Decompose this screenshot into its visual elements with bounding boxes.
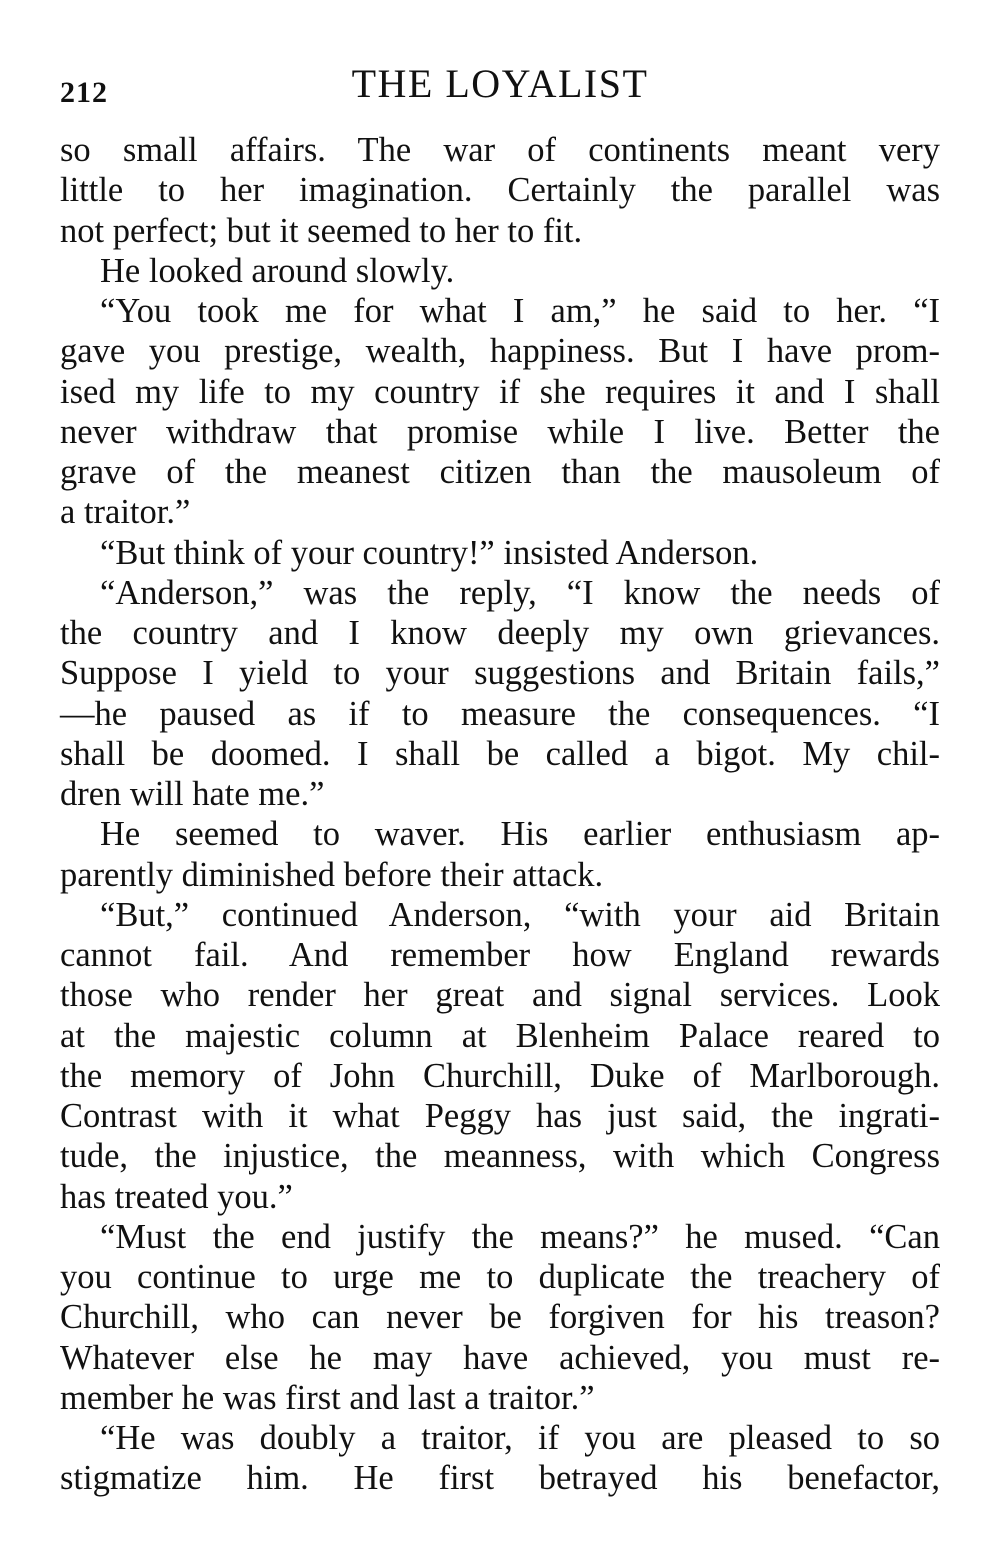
text-line: gave you prestige, wealth, happiness. But I have prom- xyxy=(60,332,940,371)
text-line: Whatever else he may have achieved, you must re- xyxy=(60,1338,940,1377)
text-line: He looked around slowly. xyxy=(100,251,455,290)
text-line: shall be doomed. I shall be called a bigot. My chil- xyxy=(60,734,940,773)
text-line: “Must the end justify the means?” he mused. “Can xyxy=(100,1217,940,1256)
text-line: “Anderson,” was the reply, “I know the needs of xyxy=(100,573,940,612)
running-title: THE LOYALIST xyxy=(351,61,649,106)
text-line: a traitor.” xyxy=(60,493,191,532)
text-line: cannot fail. And remember how England rewards xyxy=(60,936,940,974)
text-line: member he was first and last a traitor.” xyxy=(60,1378,595,1417)
body-text xyxy=(60,130,940,1499)
text-line: “But,” continued Anderson, “with your aid Britain xyxy=(100,895,940,934)
text-line: “You took me for what I am,” he said to her. “I xyxy=(100,292,940,330)
text-line: the country and I know deeply my own grievances. xyxy=(60,614,940,652)
text-line: Churchill, who can never be forgiven for his treason? xyxy=(60,1298,940,1337)
text-line: —he paused as if to measure the consequences. “I xyxy=(60,694,940,733)
text-line: parently diminished before their attack. xyxy=(60,855,604,894)
text-line: those who render her great and signal services. Look xyxy=(60,976,940,1015)
text-line: grave of the meanest citizen than the mausoleum of xyxy=(60,453,940,491)
text-line: stigmatize him. He first betrayed his benefactor, xyxy=(60,1459,940,1498)
text-line: Contrast with it what Peggy has just said, the ingrati- xyxy=(60,1097,940,1135)
page-header xyxy=(60,60,940,116)
text-line: at the majestic column at Blenheim Palace reared to xyxy=(60,1016,940,1055)
text-line: never withdraw that promise while I live. Better the xyxy=(60,412,940,451)
text-line: dren will hate me.” xyxy=(60,775,325,813)
text-line: “But think of your country!” insisted Anderson. xyxy=(100,533,759,572)
text-line: tude, the injustice, the meanness, with which Congress xyxy=(60,1137,940,1176)
text-line: not perfect; but it seemed to her to fit. xyxy=(60,211,583,250)
page-number: 212 xyxy=(60,76,108,109)
text-line: little to her imagination. Certainly the parallel was xyxy=(60,171,940,210)
text-line: Suppose I yield to your suggestions and Britain fails,” xyxy=(60,654,940,693)
text-line: you continue to urge me to duplicate the treachery of xyxy=(60,1258,940,1296)
text-line: “He was doubly a traitor, if you are pleased to so xyxy=(100,1419,940,1457)
text-line: He seemed to waver. His earlier enthusiasm ap- xyxy=(100,815,940,854)
text-line: has treated you.” xyxy=(60,1177,293,1216)
text-line: the memory of John Churchill, Duke of Marlborough. xyxy=(60,1056,940,1095)
text-line: so small affairs. The war of continents meant very xyxy=(60,131,940,169)
text-line: ised my life to my country if she requires it and I shall xyxy=(60,372,940,411)
